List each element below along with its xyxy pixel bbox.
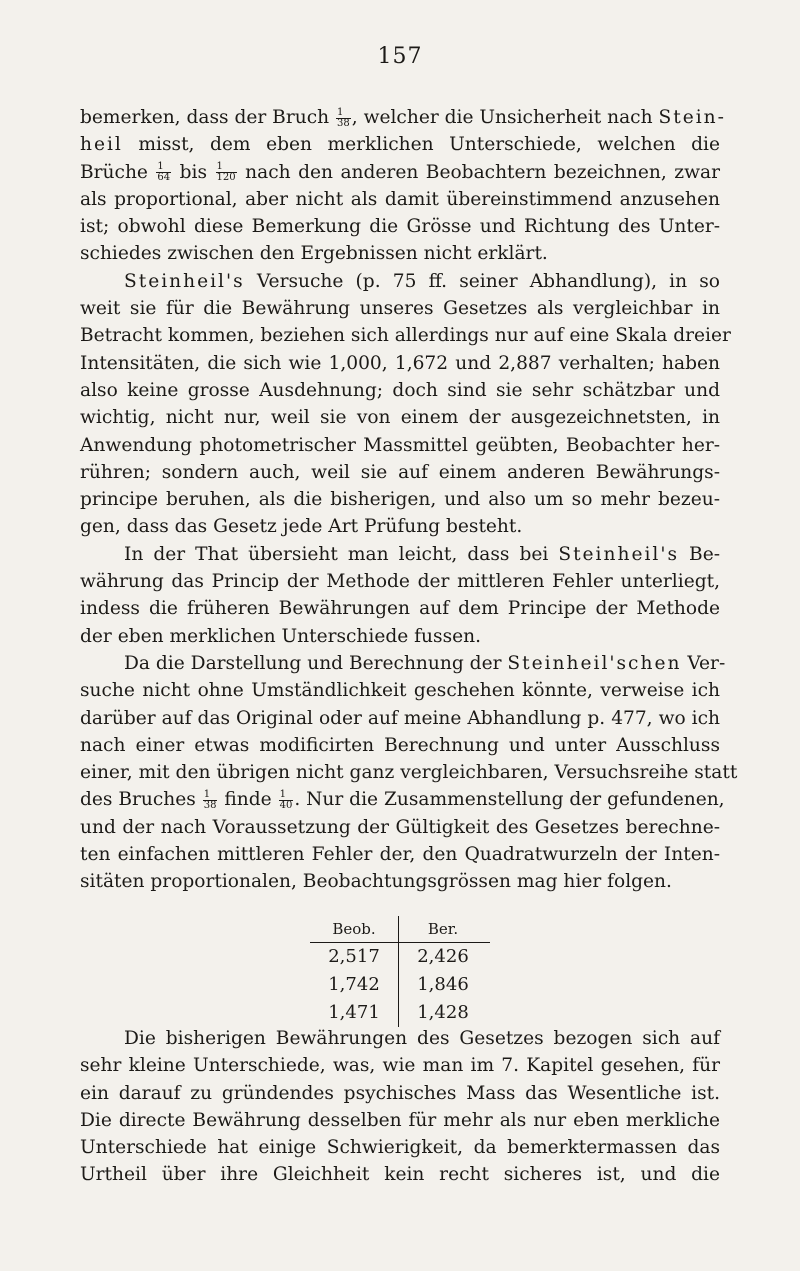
text-line <box>80 404 720 431</box>
text-run: der eben merklichen Unterschiede fussen. <box>80 625 482 647</box>
text-run: und der nach Voraussetzung der Gültigkeit des Gesetzes berechne- <box>80 816 720 838</box>
text-run: Brüche <box>80 161 156 183</box>
fraction-denominator: 38 <box>337 117 350 129</box>
fraction-numerator: 1 <box>156 162 171 173</box>
cell-ber: 1,846 <box>417 974 469 995</box>
text-run: principe beruhen, als die bisherigen, und also um so mehr bezeu- <box>80 489 720 511</box>
text-line <box>80 213 720 240</box>
text-line <box>80 322 731 349</box>
text-line <box>80 1052 720 1079</box>
text-run: finde <box>218 789 278 811</box>
text-line <box>80 541 720 568</box>
text-run: sehr kleine Unterschiede, was, wie man im 7. Kapitel gesehen, für <box>80 1055 720 1077</box>
text-line <box>80 350 720 377</box>
text-run: , welcher die Unsicherheit nach <box>351 107 659 128</box>
text-line <box>80 786 725 813</box>
data-table <box>310 916 490 1027</box>
text-line <box>80 595 720 622</box>
text-run: rühren; sondern auch, weil sie auf einem anderen Bewährungs- <box>80 461 720 483</box>
text-line <box>80 868 720 895</box>
fraction-numerator: 1 <box>203 790 218 801</box>
text-line <box>80 186 720 213</box>
text-line <box>80 295 720 322</box>
fraction <box>156 162 171 183</box>
page-number: 157 <box>377 44 423 69</box>
text-line <box>80 459 720 486</box>
text-line <box>80 486 720 513</box>
cell-beob: 1,471 <box>310 999 399 1027</box>
text-line <box>80 1161 720 1188</box>
fraction-numerator: 1 <box>216 162 237 173</box>
text-run: Die directe Bewährung desselben für mehr als nur eben merkliche <box>80 1109 720 1131</box>
body-text-bottom <box>80 1025 720 1189</box>
fraction <box>203 790 218 811</box>
table-row <box>310 943 490 971</box>
text-run: Ver- <box>681 652 726 674</box>
fraction-denominator: 40 <box>279 799 293 811</box>
text-line <box>80 104 726 131</box>
text-run: währung das Princip der Methode der mittleren Fehler unterliegt, <box>80 571 720 593</box>
text-run: Urtheil über ihre Gleichheit kein recht sicheres ist, und die <box>80 1164 720 1186</box>
fraction-numerator: 1 <box>336 108 351 119</box>
fraction-denominator: 38 <box>203 799 217 811</box>
text-run: Da die Darstellung und Berechnung der <box>124 652 508 674</box>
text-run: des Bruches <box>80 789 202 811</box>
header-ber: Ber. <box>427 920 459 938</box>
spaced-name: Steinheil's <box>558 543 679 565</box>
text-run: weit sie für die Bewährung unseres Gesetzes als vergleichbar in <box>80 298 720 320</box>
cell-ber: 2,426 <box>417 946 469 967</box>
text-line <box>80 623 720 650</box>
text-run: also keine grosse Ausdehnung; doch sind sie sehr schätzbar und <box>80 379 720 401</box>
text-line <box>80 841 720 868</box>
text-run: bemerken, dass der Bruch <box>80 107 336 128</box>
cell-beob: 1,742 <box>310 971 399 999</box>
text-line <box>80 1134 720 1161</box>
text-run: Intensitäten, die sich wie 1,000, 1,672 und 2,887 verhalten; haben <box>80 352 720 374</box>
fraction-denominator: 120 <box>216 172 236 184</box>
text-run: einer, mit den übrigen nicht ganz vergleichbaren, Versuchsreihe statt <box>80 762 738 784</box>
text-run: In der That übersieht man leicht, dass bei <box>124 543 559 565</box>
text-run: sitäten proportionalen, Beobachtungsgrössen mag hier folgen. <box>80 871 672 893</box>
text-line <box>80 1107 720 1134</box>
text-run: ten einfachen mittleren Fehler der, den Quadratwurzeln der Inten- <box>80 844 720 866</box>
text-run: ist; obwohl diese Bemerkung die Grösse und Richtung des Unter- <box>80 216 720 238</box>
text-run: nach den anderen Beobachtern bezeichnen, zwar <box>237 161 720 183</box>
text-run: schiedes zwischen den Ergebnissen nicht erklärt. <box>80 243 548 265</box>
text-run: suche nicht ohne Umständlichkeit geschehen könnte, verweise ich <box>80 680 720 702</box>
text-line <box>80 705 720 732</box>
header-beob: Beob. <box>310 916 399 942</box>
text-line <box>80 677 720 704</box>
fraction <box>279 790 294 811</box>
text-line <box>80 650 726 677</box>
fraction <box>216 162 237 183</box>
text-run: Unterschiede hat einige Schwierigkeit, da bemerktermassen das <box>80 1137 720 1159</box>
table-header <box>310 916 490 943</box>
text-line <box>80 159 720 186</box>
text-line <box>80 732 720 759</box>
table-row <box>310 999 490 1027</box>
text-run: Die bisherigen Bewährungen des Gesetzes bezogen sich auf <box>124 1028 720 1049</box>
spaced-name: heil <box>80 134 123 156</box>
text-line <box>80 1080 720 1107</box>
fraction-denominator: 64 <box>157 172 171 184</box>
spaced-name: Steinheil'schen <box>507 652 682 674</box>
text-run: bis <box>172 161 215 183</box>
spaced-name: Stein- <box>658 107 726 128</box>
text-run: als proportional, aber nicht als damit übereinstimmend anzusehen <box>80 188 720 210</box>
text-line <box>80 759 738 786</box>
body-text-top <box>80 104 738 896</box>
text-line <box>80 240 720 267</box>
cell-ber: 1,428 <box>417 1002 469 1023</box>
text-run: darüber auf das Original oder auf meine Abhandlung p. 477, wo ich <box>80 707 720 729</box>
text-line <box>80 1025 720 1052</box>
text-line <box>80 513 720 540</box>
text-run: . Nur die Zusammenstellung der gefundenen, <box>294 789 725 811</box>
text-run: wichtig, nicht nur, weil sie von einem der ausgezeichnetsten, in <box>80 407 720 429</box>
text-run: indess die früheren Bewährungen auf dem Principe der Methode <box>80 598 720 620</box>
text-run: gen, dass das Gesetz jede Art Prüfung besteht. <box>80 516 523 538</box>
text-run: misst, dem eben merklichen Unterschiede, welchen die <box>122 134 720 156</box>
text-line <box>80 432 720 459</box>
fraction <box>336 108 351 129</box>
text-line <box>80 268 720 295</box>
text-run: Be- <box>679 543 720 565</box>
spaced-name: Steinheil's <box>124 270 245 292</box>
text-run: nach einer etwas modificirten Berechnung und unter Ausschluss <box>80 734 720 756</box>
text-line <box>80 131 720 158</box>
fraction-numerator: 1 <box>279 790 294 801</box>
text-run: Versuche (p. 75 ff. seiner Abhandlung), in so <box>244 270 720 292</box>
text-line <box>80 568 720 595</box>
table-row <box>310 971 490 999</box>
cell-beob: 2,517 <box>310 943 399 971</box>
text-run: Betracht kommen, beziehen sich allerdings nur auf eine Skala dreier <box>80 325 731 347</box>
text-run: Anwendung photometrischer Massmittel geübten, Beobachter her- <box>80 434 720 456</box>
text-line <box>80 377 720 404</box>
text-line <box>80 814 720 841</box>
text-run: ein darauf zu gründendes psychisches Mass das Wesentliche ist. <box>80 1082 720 1104</box>
